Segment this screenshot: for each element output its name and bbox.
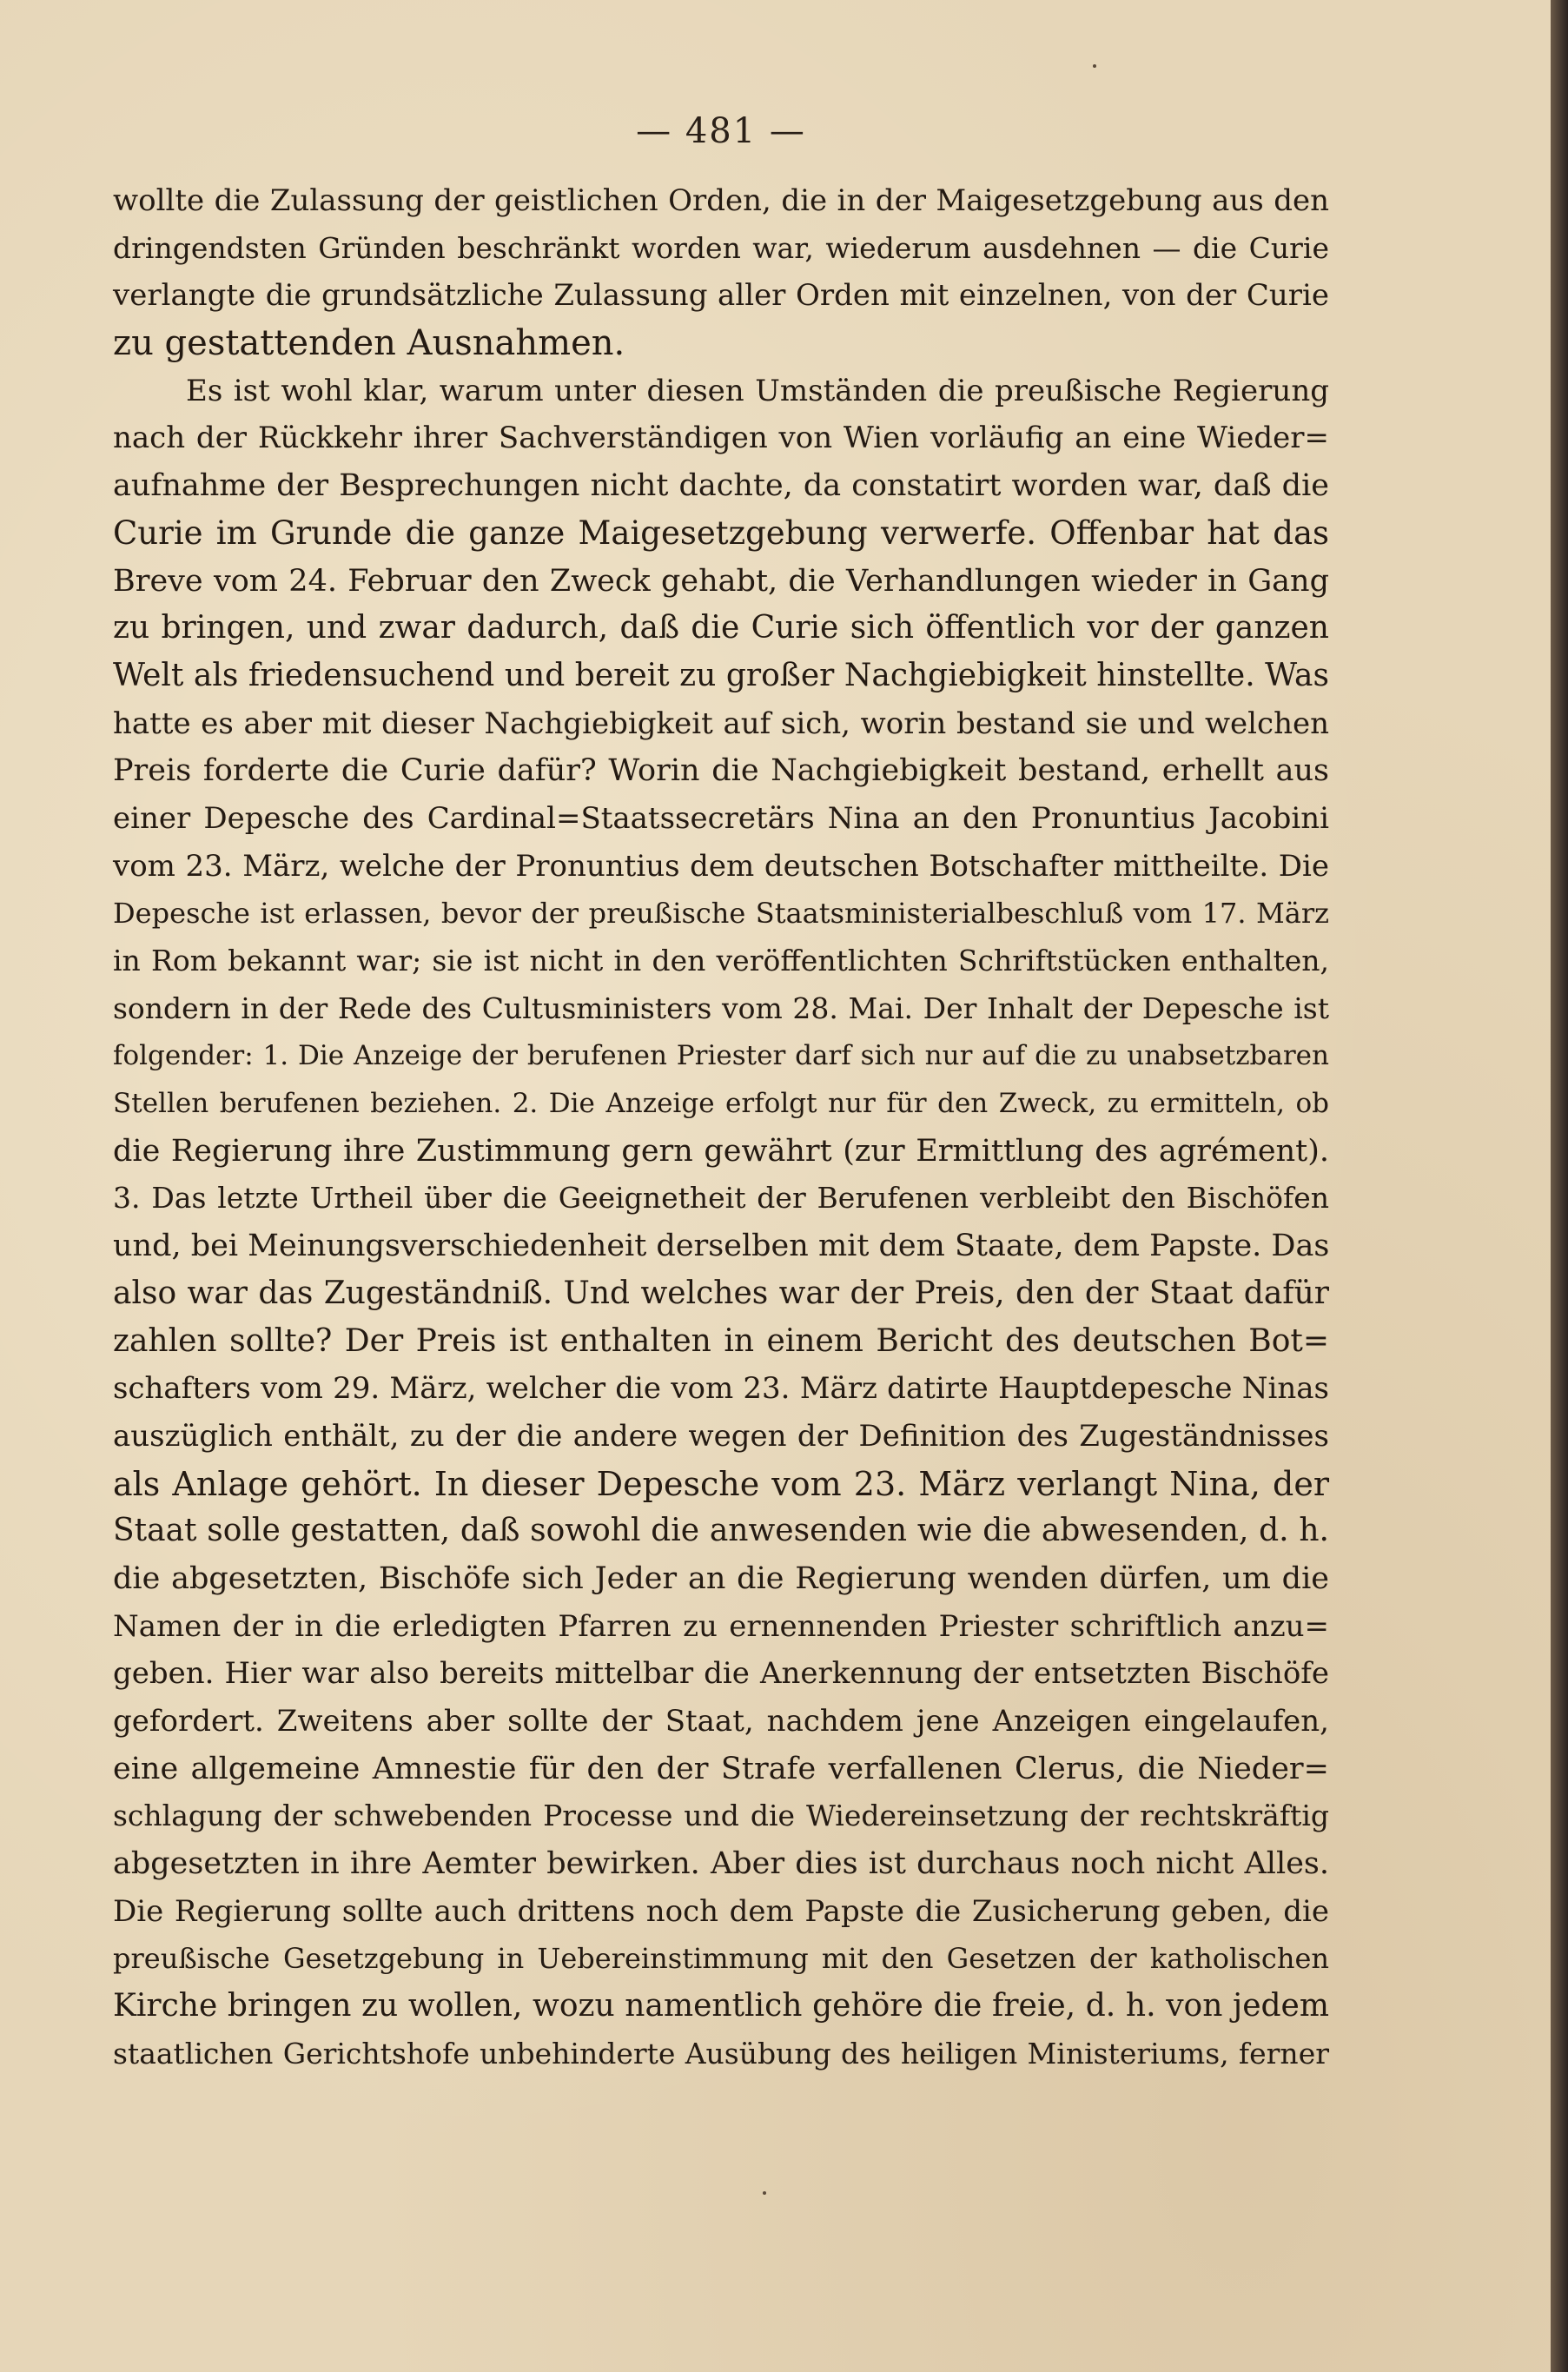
- page-number: — 481 —: [636, 111, 806, 151]
- text-line: hatte es aber mit dieser Nachgiebigkeit auf sich, worin bestand sie und welchen: [113, 706, 1329, 741]
- text-line: zu gestattenden Ausnahmen.: [113, 323, 625, 364]
- text-line: auszüglich enthält, zu der die andere wegen der Definition des Zugeständnisses: [113, 1418, 1329, 1454]
- text-line: preußische Gesetzgebung in Uebereinstimmung mit den Gesetzen der katholischen: [113, 1942, 1329, 1976]
- paper-speck: [763, 2191, 766, 2195]
- text-line: Namen der in die erledigten Pfarren zu ernennenden Priester schriftlich anzu=: [113, 1608, 1329, 1644]
- text-line: gefordert. Zweitens aber sollte der Staat, nachdem jene Anzeigen eingelaufen,: [113, 1704, 1329, 1739]
- text-line: Es ist wohl klar, warum unter diesen Umständen die preußische Regierung: [186, 373, 1329, 408]
- paper-speck: [1093, 64, 1096, 68]
- text-line: staatlichen Gerichtshofe unbehinderte Ausübung des heiligen Ministeriums, ferner: [113, 2036, 1329, 2071]
- text-line: Preis forderte die Curie dafür? Worin die Nachgiebigkeit bestand, erhellt aus: [113, 753, 1329, 789]
- text-line: zahlen sollte? Der Preis ist enthalten in einem Bericht des deutschen Bot=: [113, 1322, 1329, 1359]
- body-text: [113, 177, 1329, 2078]
- text-line: schlagung der schwebenden Processe und die Wiedereinsetzung der rechtskräftig: [113, 1799, 1329, 1833]
- text-line: einer Depesche des Cardinal=Staatssecretärs Nina an den Pronuntius Jacobini: [113, 800, 1329, 836]
- text-line: Stellen berufenen beziehen. 2. Die Anzeige erfolgt nur für den Zweck, zu ermitteln, ob: [113, 1088, 1329, 1120]
- text-line: die Regierung ihre Zustimmung gern gewährt (zur Ermittlung des agrément).: [113, 1133, 1329, 1169]
- text-line: Kirche bringen zu wollen, wozu namentlich gehöre die freie, d. h. von jedem: [113, 1988, 1329, 2024]
- page-edge-shadow: [1551, 0, 1568, 2372]
- text-line: also war das Zugeständniß. Und welches war der Preis, den der Staat dafür: [113, 1275, 1329, 1311]
- text-line: Breve vom 24. Februar den Zweck gehabt, die Verhandlungen wieder in Gang: [113, 563, 1329, 599]
- text-line: nach der Rückkehr ihrer Sachverständigen von Wien vorläufig an eine Wieder=: [113, 421, 1329, 456]
- text-line: dringendsten Gründen beschränkt worden war, wiederum ausdehnen — die Curie: [113, 230, 1329, 265]
- text-line: Curie im Grunde die ganze Maigesetzgebung verwerfe. Offenbar hat das: [113, 513, 1329, 552]
- text-line: Staat solle gestatten, daß sowohl die anwesenden wie die abwesenden, d. h.: [113, 1513, 1329, 1549]
- text-line: aufnahme der Besprechungen nicht dachte, da constatirt worden war, daß die: [113, 468, 1329, 504]
- text-line: eine allgemeine Amnestie für den der Strafe verfallenen Clerus, die Nieder=: [113, 1751, 1329, 1786]
- text-line: in Rom bekannt war; sie ist nicht in den veröffentlichten Schriftstücken enthalten,: [113, 944, 1329, 977]
- text-line: die abgesetzten, Bischöfe sich Jeder an die Regierung wenden dürfen, um die: [113, 1560, 1329, 1596]
- text-line: verlangte die grundsätzliche Zulassung aller Orden mit einzelnen, von der Curie: [113, 278, 1329, 314]
- text-line: 3. Das letzte Urtheil über die Geeignetheit der Berufenen verbleibt den Bischöfen: [113, 1181, 1329, 1216]
- text-line: Welt als friedensuchend und bereit zu großer Nachgiebigkeit hinstellte. Was: [113, 657, 1329, 693]
- text-line: und, bei Meinungsverschiedenheit derselben mit dem Staate, dem Papste. Das: [113, 1229, 1330, 1264]
- text-line: Depesche ist erlassen, bevor der preußische Staatsministerialbeschluß vom 17. März: [113, 897, 1329, 931]
- text-line: wollte die Zulassung der geistlichen Orden, die in der Maigesetzgebung aus den: [113, 183, 1329, 218]
- text-line: sondern in der Rede des Cultusministers vom 28. Mai. Der Inhalt der Depesche ist: [113, 991, 1329, 1025]
- text-line: Die Regierung sollte auch drittens noch dem Papste die Zusicherung geben, die: [113, 1893, 1329, 1929]
- text-line: vom 23. März, welche der Pronuntius dem deutschen Botschafter mittheilte. Die: [113, 848, 1329, 884]
- text-line: als Anlage gehört. In dieser Depesche vom 23. März verlangt Nina, der: [113, 1464, 1329, 1503]
- text-line: zu bringen, und zwar dadurch, daß die Curie sich öffentlich vor der ganzen: [113, 610, 1329, 646]
- text-line: folgender: 1. Die Anzeige der berufenen Priester darf sich nur auf die zu unabsetzbaren: [113, 1040, 1329, 1072]
- text-line: schafters vom 29. März, welcher die vom 23. März datirte Hauptdepesche Ninas: [113, 1371, 1329, 1407]
- text-line: geben. Hier war also bereits mittelbar die Anerkennung der entsetzten Bischöfe: [113, 1656, 1329, 1692]
- text-line: abgesetzten in ihre Aemter bewirken. Aber dies ist durchaus noch nicht Alles.: [113, 1846, 1329, 1882]
